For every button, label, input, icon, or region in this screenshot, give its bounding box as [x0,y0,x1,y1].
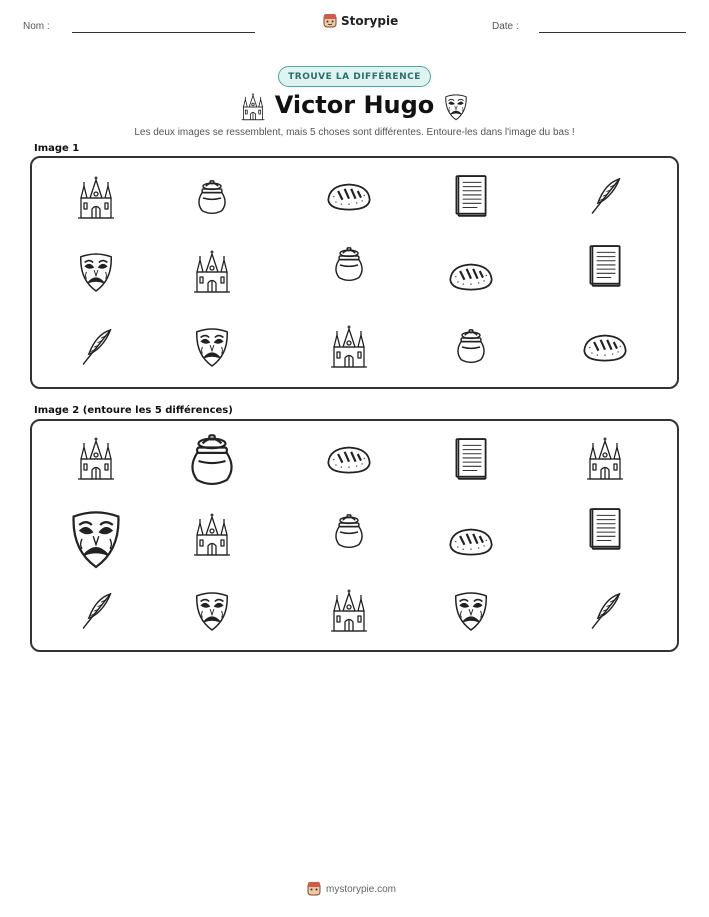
name-label: Nom : [23,21,50,32]
quill-icon[interactable] [61,578,131,644]
book-icon [436,163,506,229]
cathedral-icon[interactable] [314,578,384,644]
activity-badge: TROUVE LA DIFFÉRENCE [278,66,431,87]
footer-url[interactable]: mystorypie.com [326,883,397,895]
page-title: Victor Hugo [274,91,435,119]
image2-label: Image 2 (entoure les 5 différences) [34,405,233,416]
bread-icon [436,243,506,309]
pot-icon[interactable] [314,499,384,565]
bread-icon [570,314,640,380]
theater-mask-icon[interactable] [436,578,506,644]
theater-mask-icon [177,314,247,380]
cathedral-icon [61,165,131,231]
storypie-mascot-icon [307,881,321,897]
name-field[interactable] [72,32,255,33]
image1-label: Image 1 [34,143,80,154]
instructions: Les deux images se ressemblent, mais 5 choses sont différentes. Entoure-les dans l'image du bas ! [134,127,575,138]
image2-panel[interactable] [30,419,679,652]
brand-logo [323,13,398,29]
cathedral-icon[interactable] [177,502,247,568]
cathedral-icon [177,239,247,305]
theater-mask-icon [61,239,131,305]
book-icon[interactable] [436,426,506,492]
pot-icon[interactable] [177,428,247,494]
quill-icon[interactable] [570,578,640,644]
bread-icon [314,163,384,229]
theater-mask-icon [443,93,469,125]
book-icon [570,233,640,299]
quill-icon [61,314,131,380]
date-field[interactable] [539,32,686,33]
storypie-mascot-icon [323,13,337,29]
date-label: Date : [492,21,519,32]
bread-icon[interactable] [436,508,506,574]
pot-icon [177,165,247,231]
bread-icon[interactable] [314,426,384,492]
brand-name: Storypie [341,14,399,28]
cathedral-icon[interactable] [570,426,640,492]
theater-mask-icon[interactable] [61,506,131,572]
cathedral-icon [314,314,384,380]
footer [307,881,396,897]
pot-icon [436,314,506,380]
pot-icon [314,232,384,298]
book-icon[interactable] [570,496,640,562]
quill-icon [570,163,640,229]
cathedral-icon[interactable] [61,426,131,492]
theater-mask-icon[interactable] [177,578,247,644]
image1-panel [30,156,679,389]
